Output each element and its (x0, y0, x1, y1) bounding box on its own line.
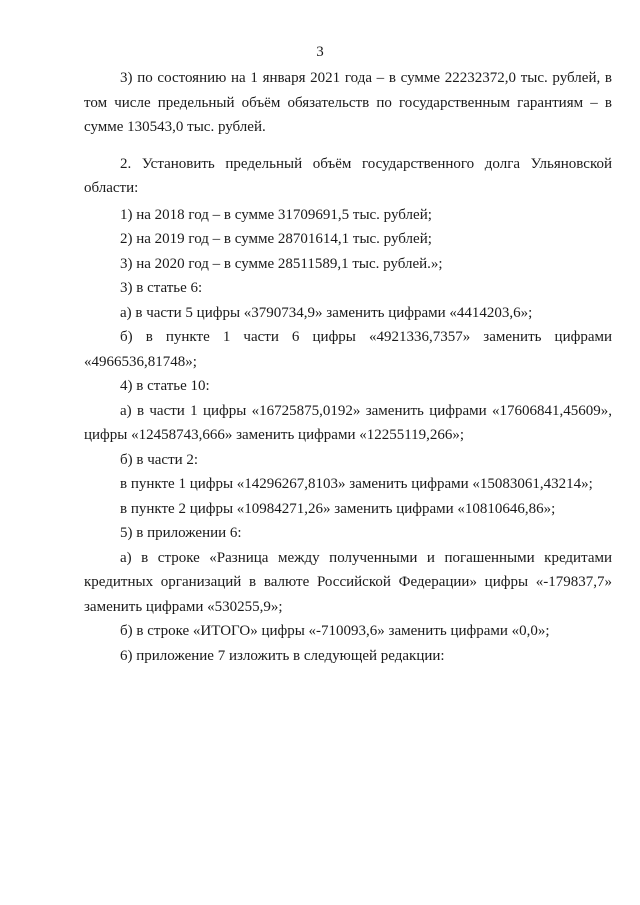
paragraph-p14: 5) в приложении 6: (120, 525, 242, 541)
paragraph-p15: а) в строке «Разница между полученными и погашенными кредитами кредитных организаций в валюте Российской Федерации» цифры «-179837,7» заменить цифрами «530255,9»; (84, 549, 612, 615)
paragraph-p10: а) в части 1 цифры «16725875,0192» заменить цифрами «17606841,45609», цифры «12458743,666» заменить цифрами «12255119,266»; (84, 402, 612, 443)
document-body (84, 66, 612, 668)
paragraph-p17: 6) приложение 7 изложить в следующей редакции: (120, 647, 445, 664)
paragraph-p6: 3) в статье 6: (120, 280, 203, 296)
paragraph-p5: 3) на 2020 год – в сумме 28511589,1 тыс. рублей.»; (120, 255, 443, 272)
paragraph-p4: 2) на 2019 год – в сумме 28701614,1 тыс. рублей; (120, 231, 432, 247)
paragraph-p2: 2. Установить предельный объём государственного долга Ульяновской области: (84, 155, 612, 196)
paragraph-p7: а) в части 5 цифры «3790734,9» заменить цифрами «4414203,6»; (120, 304, 533, 321)
paragraph-p9: 4) в статье 10: (120, 378, 210, 394)
page-number: 3 (316, 44, 324, 60)
paragraph-p13: в пункте 2 цифры «10984271,26» заменить цифрами «10810646,86»; (120, 500, 556, 517)
paragraph-p11: б) в части 2: (120, 451, 199, 468)
paragraph-p3: 1) на 2018 год – в сумме 31709691,5 тыс. рублей; (120, 206, 432, 223)
paragraph-p12: в пункте 1 цифры «14296267,8103» заменить цифрами «15083061,43214»; (120, 476, 593, 492)
paragraph-p16: б) в строке «ИТОГО» цифры «-710093,6» заменить цифрами «0,0»; (120, 623, 550, 639)
paragraph-p8: б) в пункте 1 части 6 цифры «4921336,7357» заменить цифрами «4966536,81748»; (84, 329, 612, 370)
paragraph-p1: 3) по состоянию на 1 января 2021 года – в сумме 22232372,0 тыс. рублей, в том числе предельный объём обязательств по государственным гарантиям – в сумме 130543,0 тыс. рублей. (84, 70, 612, 135)
